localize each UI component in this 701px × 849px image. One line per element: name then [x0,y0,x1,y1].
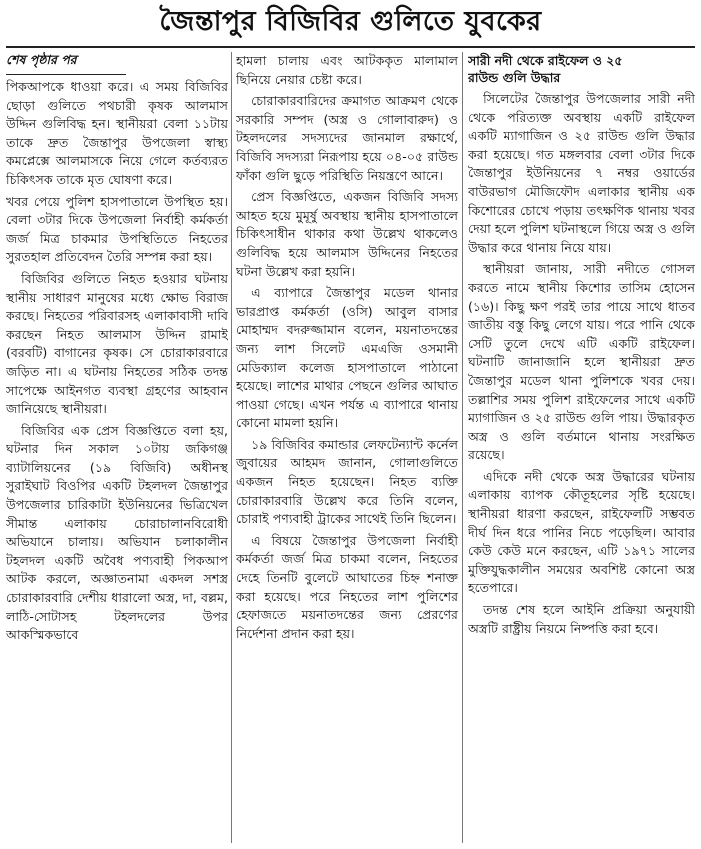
paragraph: খবর পেয়ে পুলিশ হাসপাতালে উপস্থিত হয়। বেলা ৩টার দিকে উপজেলা নির্বাহী কর্মকর্তা জর্জ মিত্র চাকমার উপস্থিতিতে নিহতের সুরতহাল প্রতিবেদন তৈরি সম্পন্ন করা হয়। [6,193,228,265]
paragraph: তদন্ত শেষ হলে আইনি প্রক্রিয়া অনুযায়ী অস্ত্রটি রাষ্ট্রীয় নিয়মে নিষ্পত্তি করা হবে। [468,602,695,636]
paragraph: প্রেস বিজ্ঞপ্তিতে, একজন বিজিবি সদস্য আহত হয়ে মুমূর্ষু অবস্থায় স্থানীয় হাসপাতালে চিকিৎসাধীন থাকার কথা উল্লেখ থাকলেও গুলিবিদ্ধ হয়ে আলমাস উদ্দিনের নিহতের ঘটনা উল্লেখ করা হয়নি। [236,189,458,279]
paragraph: এদিকে নদী থেকে অস্ত্র উদ্ধারের ঘটনায় এলাকায় ব্যাপক কৌতূহলের সৃষ্টি হয়েছে। স্থানীয়রা ধারণা করছেন, রাইফেলটি সম্ভবত দীর্ঘ দিন ধরে পানির নিচে পড়েছিল। আবার কেউ কেউ মনে করছেন, এটি ১৯৭১ সালের মুক্তিযুদ্ধকালীন সময়ের অবশিষ্ট কোনো অস্ত্র হতেপারে। [468,468,695,596]
paragraph: বিজিবির গুলিতে নিহত হওয়ার ঘটনায় স্থানীয় সাধারণ মানুষের মধ্যে ক্ষোভ বিরাজ করছে। নিহতের পরিবারসহ এলাকাবাসী দাবি করছেন নিহত আলমাস উদ্দিন রামাই (বরবটি) বাগানের কৃষক। সে চোরাকারবারে জড়িত না। এ ঘটনায় নিহতের সঠিক তদন্ত সাপেক্ষে আইনগত ব্যবস্থা গ্রহণের আহবান জানিয়েছে স্থানীয়রা। [6,270,228,417]
paragraph: সিলেটের জৈন্তাপুর উপজেলার সারী নদী থেকে পরিত্যক্ত অবস্থায় একটি রাইফেল একটি ম্যাগাজিন ও ২৫ রাউন্ড গুলি উদ্ধার করা হয়েছে। গত মঙ্গলবার বেলা ৩টার দিকে জৈন্তাপুর ইউনিয়নের ৭ নম্বর ওয়ার্ডের বাউরভাগ মৌজিফৌদ এলাকার স্থানীয় এক কিশোরের চোখে পড়ায় তৎক্ষণিক থানায় খবর দেয়া হলে পুলিশ ঘটনাস্থলে গিয়ে অস্ত্র ও গুলি উদ্ধার করে থানায় নিয়ে যায়। [468,91,695,255]
sidebar-headline-line1: সারী নদী থেকে রাইফেল ও ২৫ [468,53,623,68]
sidebar-headline-line2: রাউন্ড গুলি উদ্ধার [468,70,561,85]
article-column-1 [6,52,228,845]
paragraph: চোরাকারবারিদের ক্রমাগত আক্রমণ থেকে সরকারি সম্পদ (অস্ত্র ও গোলাবারুদ) ও টহলদলের সদস্যদের জানমাল রক্ষার্থে, বিজিবি সদস্যরা নিরূপায় হয়ে ০৪-০৫ রাউন্ড ফাঁকা গুলি ছুড়ে পরিস্থিতি নিয়ন্ত্রণে আনে। [236,93,458,183]
paragraph: ১৯ বিজিবির কমান্ডার লেফটেন্যান্ট কর্নেল জুবায়ের আহমদ জানান, গোলাগুলিতে একজন নিহত হয়েছেন। নিহত ব্যক্তি চোরাকারবারি উল্লেখ করে তিনি বলেন, চোরাই পণ্যবাহী ট্রাকের সাথেই তিনি ছিলেন। [236,436,458,527]
column-divider [462,52,463,843]
sidebar-article [468,52,695,845]
paragraph: এ ব্যাপারে জৈন্তাপুর মডেল থানার ভারপ্রাপ্ত কর্মকর্তা (ওসি) আবুল বাসার মোহাম্মদ বদরুজ্জামান বলেন, ময়নাতদন্তের জন্য লাশ সিলেট এমএজি ওসমানী মেডিক্যাল কলেজ হাসপাতালে পাঠানো হয়েছে। লাশের মাথার পেছনে গুলির আঘাত পাওয়া গেছে। এখন পর্যন্ত এ ব্যাপারে থানায় কোনো মামলা হয়নি। [236,285,458,431]
column-divider [231,52,232,843]
article-column-2 [236,52,458,845]
sidebar-headline [468,52,695,86]
paragraph: বিজিবির এক প্রেস বিজ্ঞপ্তিতে বলা হয়, ঘটনার দিন সকাল ১০টায় জকিগঞ্জ ব্যাটালিয়নের (১৯ বিজিবি) অধীনস্থ সুরাইঘাট বিওপির একটি টহলদল জৈন্তাপুর উপজেলার চারিকাটা ইউনিয়নের ভিত্রিখেল সীমান্ত এলাকায় চোরাচালানবিরোধী অভিযানে চালায়। অভিযান চলাকালীন টহলদল একটি অবৈধ পণ্যবাহী পিকআপ আটক করলে, অজ্ঞাতনামা একদল সশস্ত্র চোরাকারবারি দেশীয় ধারালো অস্ত্র, দা, বল্লম, লাঠি-সোটাসহ টহলদলের উপর আকস্মিকভাবে [6,422,228,643]
continuation-label: শেষ পৃষ্ঠার পর [6,52,126,75]
paragraph: এ বিষয়ে জৈন্তাপুর উপজেলা নির্বাহী কর্মকর্তা জর্জ মিত্র চাকমা বলেন, নিহতের দেহে তিনটি বুলেটে আঘাতের চিহ্ন শনাক্ত করা হয়েছে। পরে নিহতের লাশ পুলিশের হেফাজতে ময়নাতদন্তের জন্য প্রেরণের নির্দেশনা প্রদান করা হয়। [236,532,458,641]
paragraph: স্থানীয়রা জানায়, সারী নদীতে গোসল করতে নামে স্থানীয় কিশোর তাসিম হোসেন (১৬)। কিছু ক্ষণ পরই তার পায়ে সাথে ধাতব জাতীয় বস্তু কিছু লেগে যায়। পরে পানি থেকে সেটি তুলে দেখে এটি একটি রাইফেল। ঘটনাটি জানাজানি হলে স্থানীয়রা দ্রুত জৈন্তাপুর মডেল থানা পুলিশকে খবর দেয়। তল্লাশির সময় পুলিশ রাইফেলের সাথে একটি ম্যাগাজিন ও ২৫ রাউন্ড গুলি পায়। উদ্ধারকৃত অস্ত্র ও গুলি বর্তমানে থানায় সংরক্ষিত রয়েছে। [468,261,695,463]
paragraph: হামলা চালায় এবং আটককৃত মালামাল ছিনিয়ে নেয়ার চেষ্টা করে। [236,53,458,87]
headline-rule [6,46,695,48]
paragraph: পিকআপকে ধাওয়া করে। এ সময় বিজিবির ছোড়া গুলিতে পথচারী কৃষক আলমাস উদ্দিন গুলিবিদ্ধ হন। স্থানীয়রা বেলা ১১টায় তাকে দ্রুত জৈন্তাপুর উপজেলা স্বাস্থ্য কমপ্লেক্সে আলমাসকে নিয়ে গেলে কর্তব্যরত চিকিৎসক তাকে মৃত ঘোষণা করে। [6,79,228,187]
headline: জৈন্তাপুর বিজিবির গুলিতে যুবকের [159,6,542,37]
